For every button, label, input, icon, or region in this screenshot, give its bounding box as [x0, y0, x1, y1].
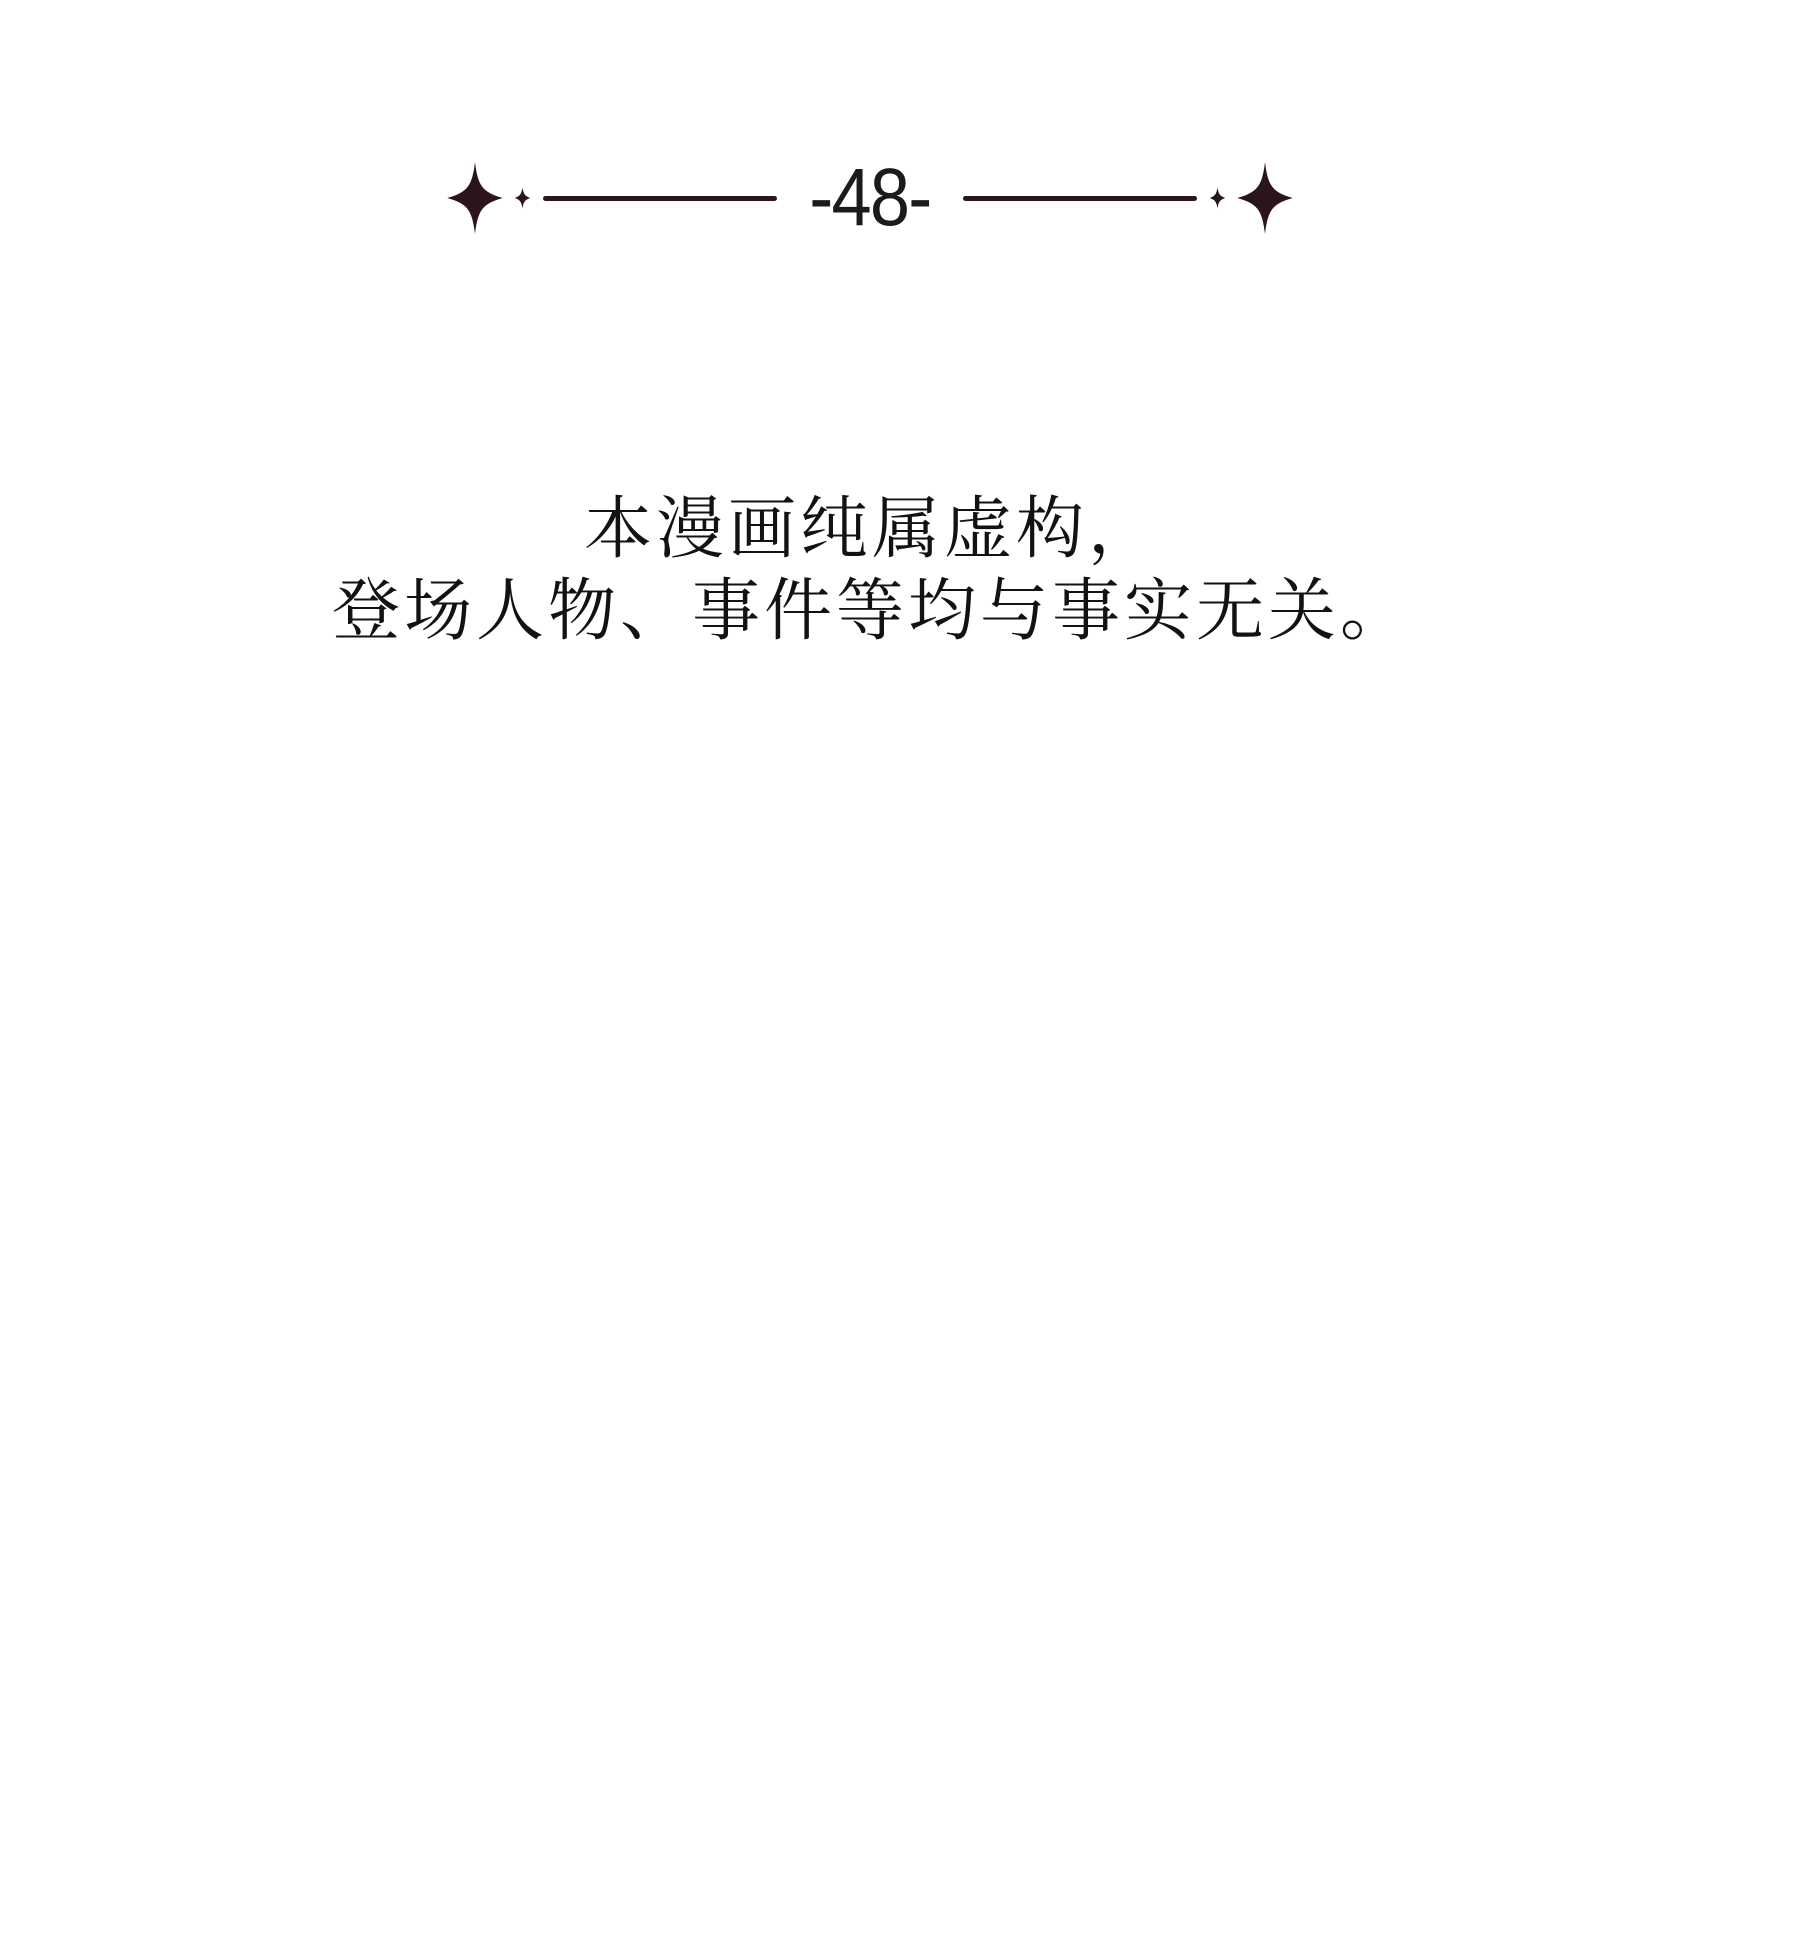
sparkle-star-icon: [1236, 161, 1294, 235]
diamond-shape: [515, 188, 531, 208]
divider-rule-left: [543, 196, 777, 201]
sparkle-star-shape: [447, 162, 503, 234]
diamond-shape: [1210, 188, 1226, 208]
sparkle-star-icon: [446, 161, 504, 235]
divider-rule-right: [963, 196, 1197, 201]
disclaimer-line-1: 本漫画纯属虚构，: [583, 491, 1160, 567]
chapter-number: -48-: [809, 152, 931, 243]
diamond-icon: [1209, 187, 1226, 209]
diamond-icon: [514, 187, 531, 209]
sparkle-star-shape: [1237, 162, 1293, 234]
chapter-divider: [0, 150, 1740, 246]
disclaimer-line-2: 登场人物、事件等均与事实无关。: [331, 573, 1412, 649]
disclaimer-text: [0, 488, 1744, 652]
